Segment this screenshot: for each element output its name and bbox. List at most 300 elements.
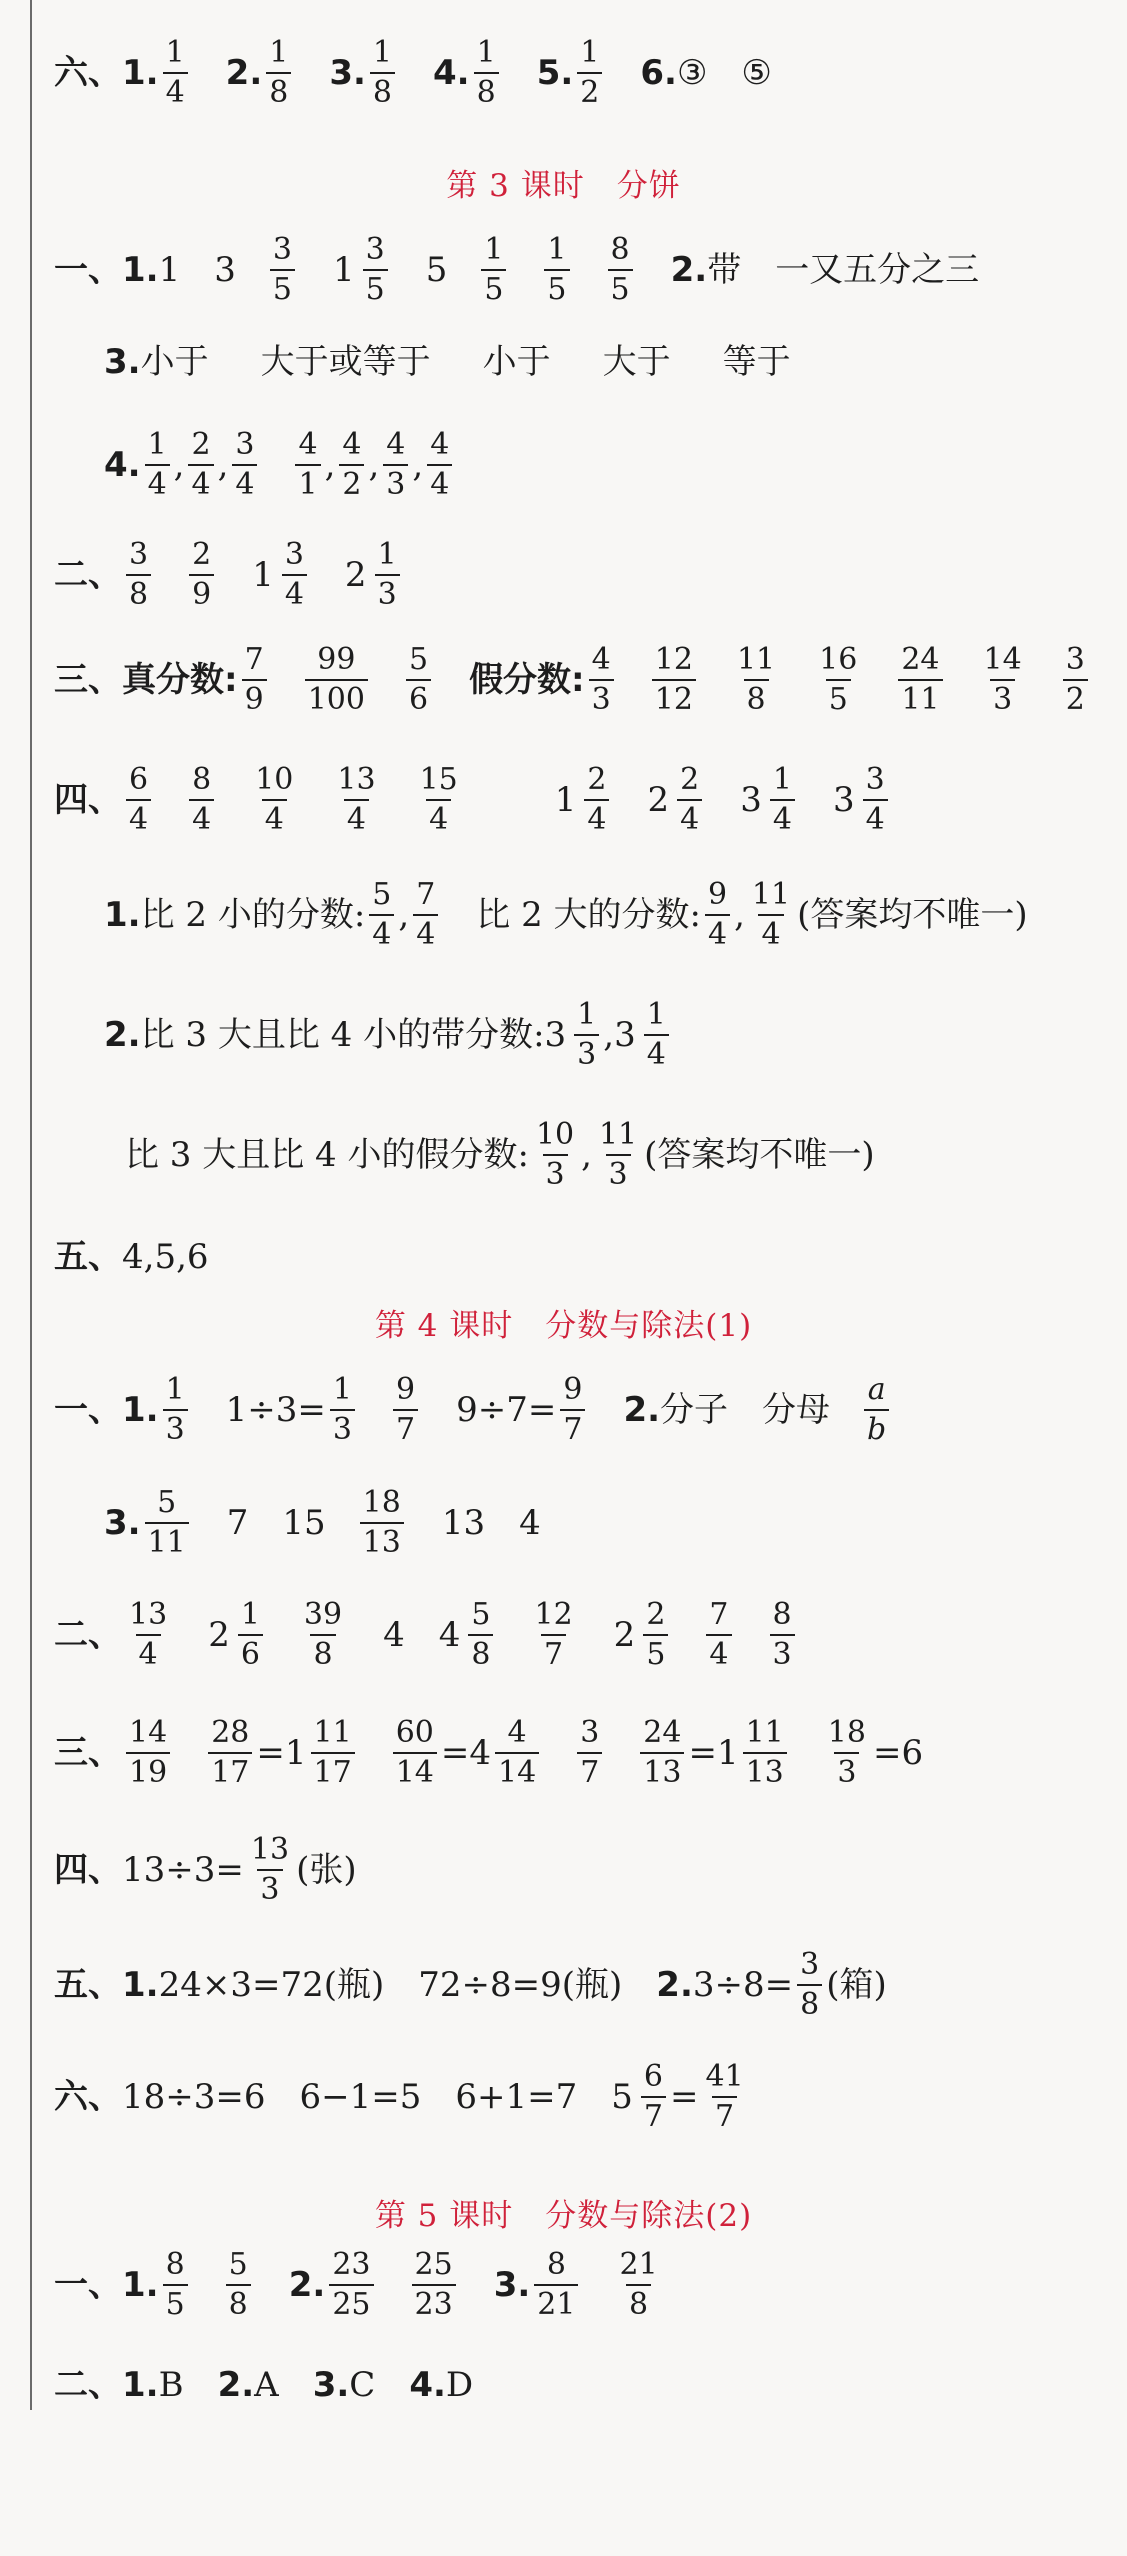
numerator: 2	[646, 1597, 666, 1632]
answer-text: 比 2 小的分数:	[140, 895, 366, 935]
denominator: 4	[262, 799, 287, 835]
item-label: 4.	[104, 445, 141, 485]
item-label: 三、	[54, 1733, 122, 1773]
fraction	[311, 1715, 355, 1790]
denominator: 7	[541, 1634, 566, 1670]
item-label: 一、	[54, 1390, 122, 1430]
fraction	[301, 1597, 345, 1672]
item-label: 三、	[54, 660, 122, 700]
numerator: 99	[317, 642, 356, 677]
answer-text: 分母	[762, 1390, 831, 1430]
fraction	[608, 232, 633, 307]
answer-line-6	[54, 35, 772, 110]
whole-part: 3	[614, 1015, 636, 1055]
numerator: 3	[580, 1715, 600, 1750]
fraction	[495, 1715, 539, 1790]
answer-text: 小于	[140, 342, 209, 382]
s4-q6-line	[54, 2059, 751, 2134]
numerator: 2	[192, 537, 212, 572]
denominator: 4	[145, 464, 170, 500]
numerator: 5	[471, 1597, 491, 1632]
denominator: 5	[608, 269, 633, 305]
s4-q3-line	[104, 1485, 541, 1560]
denominator: 19	[126, 1752, 170, 1788]
fraction	[584, 762, 609, 837]
numerator: 21	[619, 2247, 658, 2282]
denominator: 17	[311, 1752, 355, 1788]
fraction	[266, 35, 291, 110]
fraction	[474, 35, 499, 110]
numerator: 1	[772, 762, 792, 797]
item-label: 1.	[104, 895, 141, 935]
denominator: 5	[643, 1634, 668, 1670]
numerator: 4	[386, 427, 406, 462]
answer-text: 3÷8=	[692, 1965, 794, 2005]
whole-part: 3	[740, 780, 762, 820]
denominator: 8	[626, 2284, 651, 2320]
numerator: 9	[563, 1372, 583, 1407]
fraction	[370, 35, 395, 110]
denominator: 14	[495, 1752, 539, 1788]
numerator: 6	[129, 762, 149, 797]
answer-text	[252, 537, 311, 612]
whole-part: 2	[647, 780, 670, 820]
whole-part: 5	[611, 2077, 633, 2117]
item-label: 2.	[225, 53, 263, 93]
denominator: 8	[310, 1634, 335, 1670]
left-margin-rule	[30, 0, 32, 2410]
denominator: 7	[577, 1752, 602, 1788]
numerator: 2	[587, 762, 607, 797]
answer-text: ,	[217, 445, 229, 485]
numerator: 1	[372, 35, 393, 70]
numerator: 2	[191, 427, 211, 462]
answer-text: 小于	[482, 342, 551, 382]
answer-text: ,	[412, 445, 424, 485]
denominator: 8	[797, 1984, 822, 2020]
denominator: 4	[644, 1034, 669, 1070]
item-label: 二、	[54, 555, 122, 595]
answer-text	[611, 2059, 670, 2134]
fraction	[334, 762, 378, 837]
numerator: 1	[577, 997, 597, 1032]
fraction	[468, 1597, 493, 1672]
s5-q2-line	[54, 2365, 474, 2405]
denominator: 7	[560, 1409, 585, 1445]
denominator: 4	[136, 1634, 161, 1670]
numerator: 4	[430, 427, 450, 462]
item-label: 3.	[493, 2265, 531, 2305]
numerator: 3	[284, 537, 304, 572]
denominator: 8	[126, 574, 151, 610]
whole-part: 2	[208, 1615, 230, 1655]
answer-text	[613, 1597, 673, 1672]
numerator: 1	[547, 232, 567, 267]
denominator: 4	[413, 914, 438, 950]
denominator: 4	[758, 914, 783, 950]
fraction	[226, 2247, 251, 2322]
item-label: 六、	[54, 53, 122, 93]
whole-part: 1	[332, 250, 355, 290]
numerator: 8	[546, 2247, 566, 2282]
answer-text: 一又五分之三	[775, 250, 980, 290]
lesson-4-heading: 第 4 课时 分数与除法(1)	[374, 1308, 753, 1344]
numerator: 7	[244, 642, 264, 677]
item-label: 1.	[122, 53, 159, 93]
numerator: 9	[396, 1372, 416, 1407]
numerator: 11	[751, 877, 791, 912]
fraction	[282, 537, 307, 612]
answer-text: =1	[688, 1733, 739, 1773]
answer-text: 4	[383, 1615, 405, 1655]
fraction	[242, 642, 267, 717]
denominator: 4	[232, 464, 257, 500]
item-label: 3.	[312, 2365, 350, 2405]
answer-text: ,	[734, 895, 745, 935]
denominator: 4	[344, 799, 369, 835]
numerator: 9	[707, 877, 728, 912]
denominator: 5	[163, 2284, 188, 2320]
answer-text: (答案均不唯一)	[644, 1135, 875, 1175]
whole-part: 1	[252, 555, 274, 595]
denominator: 3	[990, 679, 1015, 715]
fraction	[770, 762, 795, 837]
answer-text: 分子	[660, 1390, 729, 1430]
item-label: 3.	[329, 53, 366, 93]
denominator: 6	[238, 1634, 263, 1670]
numerator: 4	[342, 427, 362, 462]
item-label: 1.	[122, 1965, 159, 2005]
numerator: 4	[298, 427, 318, 462]
fraction	[339, 427, 364, 502]
fraction	[208, 1715, 252, 1790]
fraction	[749, 877, 793, 952]
fraction	[981, 642, 1025, 717]
fraction	[406, 642, 431, 717]
denominator: 5	[270, 269, 295, 305]
numerator: 6	[643, 2059, 663, 2094]
numerator: 3	[235, 427, 255, 462]
answer-text: 1	[158, 250, 181, 290]
numerator: 11	[736, 642, 776, 677]
answer-text: 18÷3=6	[122, 2077, 266, 2117]
s3-q4-1-line	[104, 877, 1028, 952]
answer-text: C	[349, 2365, 376, 2405]
answer-text: =6	[872, 1733, 924, 1773]
fraction	[427, 427, 452, 502]
fraction	[574, 997, 599, 1072]
item-label: 二、	[54, 2365, 122, 2405]
fraction	[770, 1597, 795, 1672]
whole-part: 1	[554, 780, 577, 820]
answer-text: A	[254, 2365, 279, 2405]
denominator: 1	[295, 464, 320, 500]
numerator: 10	[535, 1117, 575, 1152]
fraction	[189, 762, 214, 837]
numerator: 3	[272, 232, 292, 267]
s3-q1-line	[54, 232, 980, 307]
item-label: 四、	[54, 780, 122, 820]
item-label: 1.	[122, 250, 159, 290]
denominator: 4	[705, 914, 730, 950]
s3-q4-3-line	[125, 1117, 875, 1192]
item-label: 一、	[54, 250, 122, 290]
fraction	[295, 427, 320, 502]
numerator: 1	[646, 997, 666, 1032]
item-label: 4.	[409, 2365, 446, 2405]
fraction	[797, 1947, 822, 2022]
whole-part: 3	[832, 780, 855, 820]
numerator: 1	[332, 1372, 353, 1407]
item-label: 五、	[54, 1965, 122, 2005]
answer-text: 大于或等于	[260, 342, 431, 382]
numerator: 1	[240, 1597, 260, 1632]
fraction	[305, 642, 368, 717]
denominator: 7	[641, 2096, 666, 2132]
answer-text: 3	[214, 250, 236, 290]
answer-text: 1÷3=	[225, 1390, 326, 1430]
s4-q2-line	[54, 1597, 799, 1672]
item-label: 假分数:	[469, 660, 585, 700]
answer-text: ⑤	[741, 53, 772, 93]
denominator: 21	[534, 2284, 578, 2320]
answer-text: 比 2 大的分数:	[476, 895, 701, 935]
numerator: 14	[983, 642, 1022, 677]
item-label: 1.	[122, 2365, 159, 2405]
answer-text: ,	[368, 445, 380, 485]
answer-text: 72÷8=9(瓶)	[418, 1965, 623, 2005]
lesson-5-heading: 第 5 课时 分数与除法(2)	[374, 2198, 753, 2234]
fraction	[596, 1117, 640, 1192]
answer-text	[344, 537, 404, 612]
denominator: 9	[242, 679, 267, 715]
numerator: 14	[129, 1715, 168, 1750]
denominator: 14	[393, 1752, 437, 1788]
numerator: 18	[362, 1485, 401, 1520]
fraction	[641, 2059, 666, 2134]
numerator: 11	[313, 1715, 352, 1750]
numerator: 1	[484, 232, 504, 267]
numerator: 7	[709, 1597, 729, 1632]
answer-text	[438, 1597, 498, 1672]
numerator: 3	[800, 1947, 820, 1982]
answer-text	[554, 762, 614, 837]
denominator: 5	[826, 679, 851, 715]
answer-text: ,	[603, 1015, 615, 1055]
denominator: 2	[577, 72, 602, 108]
item-label: 五、	[54, 1237, 122, 1277]
denominator: 4	[126, 799, 151, 835]
answer-text: D	[445, 2365, 474, 2405]
item-label: 6.	[640, 53, 677, 93]
item-label: 1.	[122, 1390, 159, 1430]
denominator: 3	[163, 1409, 188, 1445]
answer-text: 5	[425, 250, 448, 290]
denominator: 100	[305, 679, 368, 715]
numerator: 13	[250, 1832, 290, 1867]
numerator: 8	[165, 2247, 185, 2282]
fraction	[533, 1117, 577, 1192]
item-label: 真分数:	[122, 660, 238, 700]
denominator: 3	[770, 1634, 795, 1670]
numerator: 3	[1065, 642, 1085, 677]
answer-text: 24×3=72(瓶)	[158, 1965, 385, 2005]
fraction	[232, 427, 257, 502]
whole-part: 3	[544, 1015, 567, 1055]
numerator: 23	[332, 2247, 371, 2282]
denominator: 8	[474, 72, 499, 108]
fraction	[238, 1597, 263, 1672]
denominator: 8	[226, 2284, 251, 2320]
numerator: 1	[165, 35, 185, 70]
denominator: 11	[898, 679, 942, 715]
item-label: 2.	[623, 1390, 661, 1430]
numerator: 60	[395, 1715, 434, 1750]
denominator: 25	[329, 2284, 373, 2320]
item-label: 2.	[288, 2265, 326, 2305]
fraction	[864, 1372, 889, 1447]
numerator: 24	[901, 642, 940, 677]
fraction	[816, 642, 860, 717]
item-label: 2.	[670, 250, 708, 290]
denominator: 4	[426, 799, 451, 835]
answer-text: (答案均不唯一)	[797, 895, 1028, 935]
fraction	[163, 35, 188, 110]
fraction	[863, 762, 888, 837]
answer-text	[208, 1597, 267, 1672]
denominator: 4	[163, 72, 188, 108]
fraction	[126, 762, 151, 837]
fraction	[616, 2247, 660, 2322]
denominator: 3	[257, 1869, 282, 1905]
answer-text: 4,5,6	[122, 1237, 209, 1277]
fraction	[189, 537, 214, 612]
denominator: 4	[282, 574, 307, 610]
fraction	[145, 427, 170, 502]
numerator: 12	[534, 1597, 573, 1632]
fraction	[188, 427, 213, 502]
fraction	[644, 997, 669, 1072]
fraction	[577, 1715, 602, 1790]
s3-q4b-line	[54, 762, 892, 837]
fraction	[706, 1597, 731, 1672]
lesson-3-heading: 第 3 课时 分饼	[446, 168, 681, 204]
denominator: 3	[589, 679, 614, 715]
denominator: 17	[208, 1752, 252, 1788]
answer-text: 7	[226, 1503, 249, 1543]
fraction	[252, 762, 296, 837]
answer-text: 比 3 大且比 4 小的带分数:	[140, 1015, 545, 1055]
denominator: 3	[834, 1752, 859, 1788]
numerator: 18	[827, 1715, 866, 1750]
answer-text: 9÷7=	[456, 1390, 557, 1430]
item-label: 2.	[104, 1015, 141, 1055]
fraction	[560, 1372, 585, 1447]
fraction	[544, 232, 569, 307]
answer-text: ,	[398, 895, 410, 935]
fraction	[534, 2247, 578, 2322]
numerator: 16	[819, 642, 858, 677]
answer-text: 比 3 大且比 4 小的假分数:	[125, 1135, 529, 1175]
answer-text: =1	[256, 1733, 307, 1773]
answer-text: 6−1=5	[299, 2077, 422, 2117]
answer-text: =4	[440, 1733, 491, 1773]
fraction	[126, 1597, 170, 1672]
numerator: 1	[147, 427, 167, 462]
answer-text	[647, 762, 706, 837]
numerator: 2	[680, 762, 700, 797]
fraction	[330, 1372, 355, 1447]
answer-text: 大于	[602, 342, 671, 382]
denominator: 8	[266, 72, 291, 108]
answer-text: ③	[676, 53, 708, 93]
denominator: 2	[339, 464, 364, 500]
answer-text: ,	[581, 1135, 592, 1175]
s5-q1-line	[54, 2247, 665, 2322]
denominator: 8	[468, 1634, 493, 1670]
answer-text: =	[670, 2077, 699, 2117]
denominator: 13	[640, 1752, 684, 1788]
denominator: 4	[770, 799, 795, 835]
numerator: 41	[705, 2059, 744, 2094]
item-label: 5.	[536, 53, 574, 93]
fraction	[705, 877, 730, 952]
denominator: 4	[677, 799, 702, 835]
denominator: 9	[189, 574, 214, 610]
fraction	[412, 2247, 456, 2322]
numerator: 1	[377, 537, 397, 572]
numerator: 8	[772, 1597, 792, 1632]
answer-text: 等于	[722, 342, 791, 382]
fraction	[163, 1372, 188, 1447]
fraction	[589, 642, 614, 717]
numerator: 4	[591, 642, 611, 677]
fraction	[375, 537, 400, 612]
fraction	[643, 1597, 668, 1672]
fraction	[1063, 642, 1088, 717]
answer-text: 13÷3=	[122, 1850, 244, 1890]
item-label: 4.	[433, 53, 470, 93]
numerator: 13	[129, 1597, 168, 1632]
denominator: 3	[383, 464, 408, 500]
item-label: 二、	[54, 1615, 122, 1655]
numerator: 1	[165, 1372, 185, 1407]
item-label: 1.	[122, 2265, 159, 2305]
s3-q3b-line	[54, 642, 1092, 717]
s3-q5-line	[54, 1237, 209, 1277]
fraction	[126, 1715, 170, 1790]
denominator: 23	[412, 2284, 456, 2320]
numerator: 5	[157, 1485, 177, 1520]
s3-q3-line	[104, 342, 791, 382]
answer-text	[832, 762, 892, 837]
denominator: 2	[1063, 679, 1088, 715]
numerator: 3	[865, 762, 885, 797]
denominator: 12	[652, 679, 696, 715]
numerator: 3	[129, 537, 149, 572]
denominator: 11	[145, 1522, 189, 1558]
denominator: 3	[606, 1154, 631, 1190]
item-label: 2.	[656, 1965, 693, 2005]
s3-q4-line	[104, 427, 456, 502]
fraction	[270, 232, 295, 307]
numerator: 3	[365, 232, 385, 267]
denominator: 4	[706, 1634, 731, 1670]
item-label: 一、	[54, 2265, 122, 2305]
whole-part: 4	[438, 1615, 461, 1655]
fraction	[393, 1372, 418, 1447]
denominator: 8	[370, 72, 395, 108]
